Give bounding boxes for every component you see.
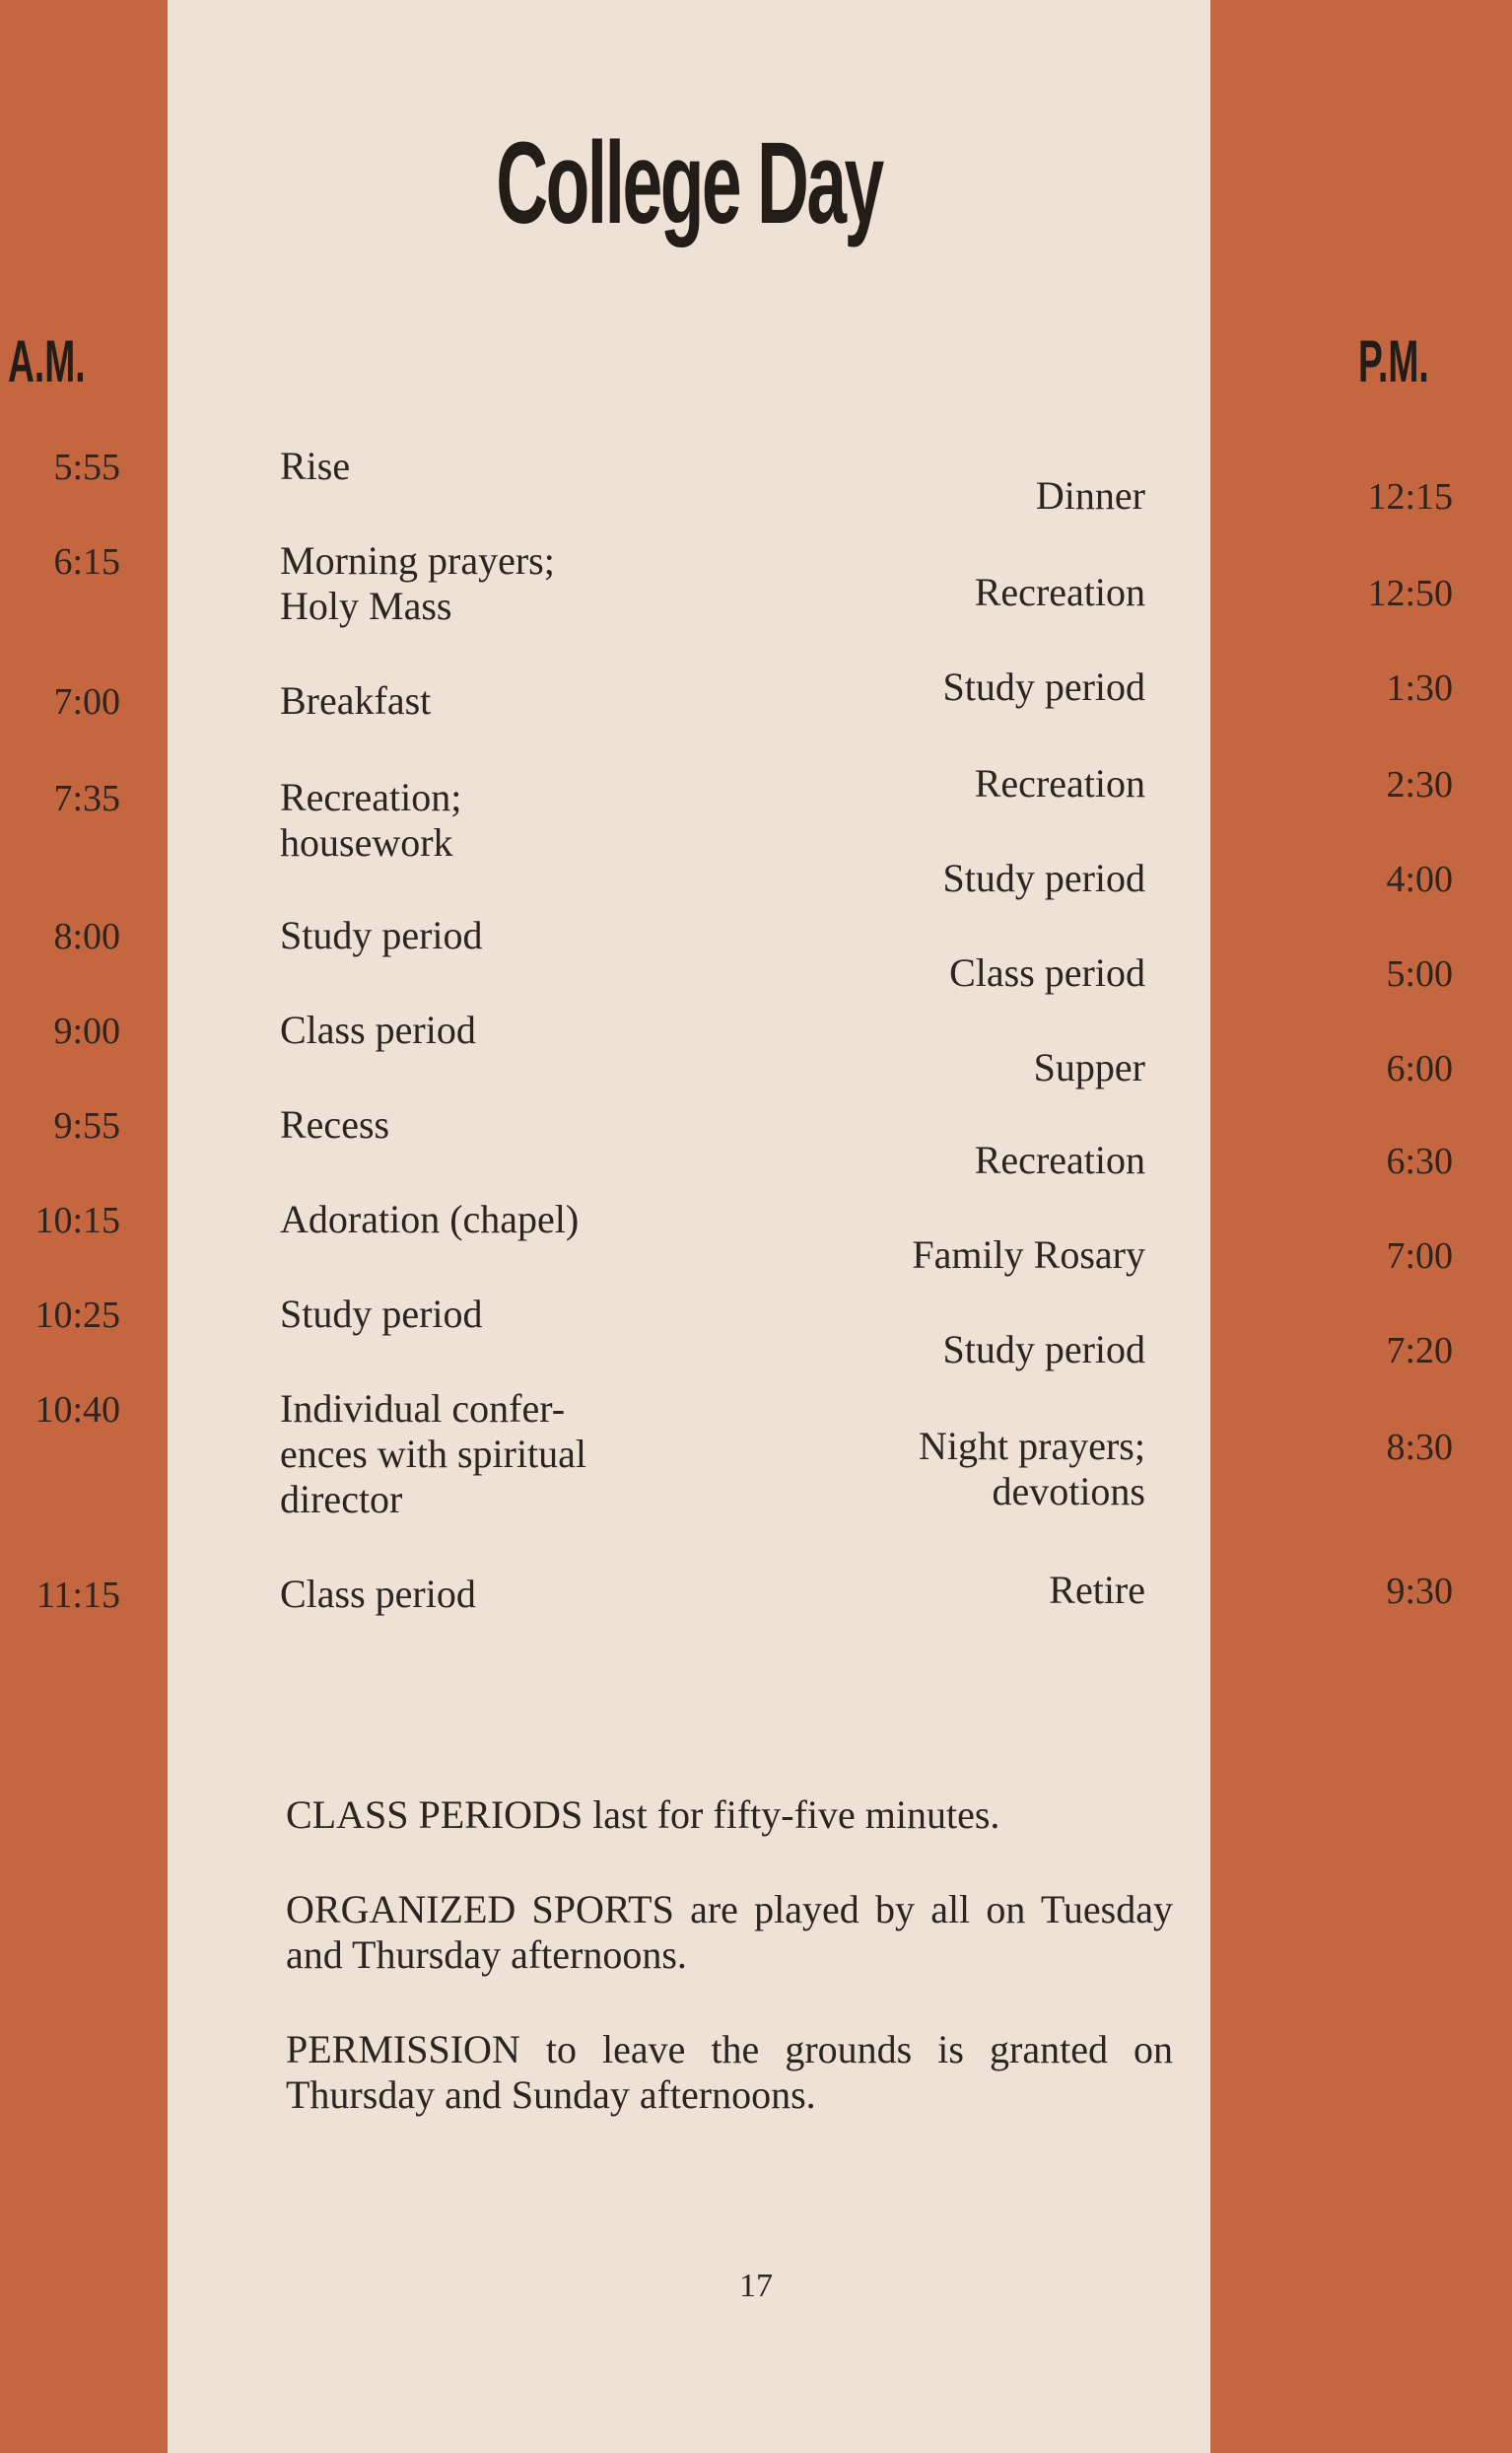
page-title: College Day — [496, 118, 882, 248]
am-activity-line: Rise — [280, 444, 351, 488]
am-activity-line: director — [280, 1477, 403, 1521]
am-time: 9:00 — [53, 1011, 120, 1052]
am-activity-line: Recess — [280, 1102, 390, 1147]
pm-activity — [949, 950, 1145, 996]
pm-time: 6:30 — [1386, 1141, 1453, 1182]
pm-activity-line: Recreation — [974, 570, 1145, 614]
pm-time: 1:30 — [1386, 667, 1453, 709]
pm-activity-line: Study period — [942, 1327, 1145, 1371]
am-time: 8:00 — [53, 916, 120, 957]
pm-activity-line: Family Rosary — [912, 1232, 1145, 1277]
am-activity-line: Class period — [280, 1008, 476, 1052]
am-time: 6:15 — [53, 541, 120, 583]
pm-activity — [919, 1424, 1145, 1514]
pm-activity — [1034, 1045, 1145, 1090]
am-activity — [280, 678, 431, 724]
pm-activity-line: Study period — [942, 856, 1145, 900]
pm-time: 7:00 — [1386, 1235, 1453, 1277]
pm-time: 8:30 — [1386, 1427, 1453, 1468]
am-activity-line: Individual confer- — [280, 1386, 566, 1431]
am-activity-line: Holy Mass — [280, 584, 452, 628]
pm-activity-line: Recreation — [974, 1138, 1145, 1182]
page-number: 17 — [739, 2268, 773, 2304]
pm-time: 4:00 — [1386, 859, 1453, 900]
pm-time: 7:20 — [1386, 1330, 1453, 1371]
am-heading: A.M. — [8, 328, 86, 394]
note-permission: PERMISSION to leave the grounds is granted on Thursday and Sunday afternoons. — [286, 2027, 1173, 2117]
pm-time: 12:15 — [1367, 476, 1453, 518]
am-activity-line: Study period — [280, 913, 483, 957]
am-time: 11:15 — [35, 1575, 120, 1616]
pm-activity — [942, 1327, 1145, 1372]
am-activity — [280, 1102, 389, 1148]
pm-activity-line: Study period — [942, 665, 1145, 709]
am-activity — [280, 444, 350, 489]
am-activity — [280, 538, 555, 629]
am-activity-line: Morning prayers; — [280, 538, 555, 583]
am-activity-line: Adoration (chapel) — [280, 1197, 580, 1241]
am-activity — [280, 1572, 476, 1617]
am-activity — [280, 1386, 586, 1522]
pm-time: 5:00 — [1386, 953, 1453, 995]
am-activity — [280, 775, 461, 866]
pm-activity — [975, 570, 1145, 615]
pm-activity — [1036, 473, 1145, 519]
note-organized-sports: ORGANIZED SPORTS are played by all on Tuesday and Thursday afternoons. — [286, 1887, 1173, 1977]
am-time: 10:25 — [34, 1295, 120, 1336]
pm-activity — [942, 856, 1145, 901]
am-time: 9:55 — [53, 1105, 120, 1147]
am-activity-line: Recreation; — [280, 775, 462, 819]
am-activity-line: Breakfast — [280, 678, 432, 723]
pm-activity — [1049, 1568, 1145, 1613]
pm-activity — [942, 665, 1145, 710]
pm-activity — [975, 761, 1145, 806]
am-time: 10:40 — [34, 1389, 120, 1431]
am-activity — [280, 1008, 476, 1053]
pm-activity-line: Dinner — [1035, 473, 1145, 518]
note-class-periods: CLASS PERIODS last for fifty-five minutes. — [286, 1792, 1000, 1837]
pm-time: 9:30 — [1386, 1571, 1453, 1612]
pm-activity — [912, 1232, 1145, 1278]
am-activity — [280, 1292, 483, 1337]
pm-time: 6:00 — [1386, 1048, 1453, 1089]
pm-activity-line: Recreation — [974, 761, 1145, 806]
am-time: 7:35 — [53, 778, 120, 819]
am-activity-line: Study period — [280, 1292, 483, 1336]
am-activity-line: Class period — [280, 1572, 476, 1616]
am-time: 7:00 — [53, 681, 120, 723]
pm-activity-line: Class period — [949, 950, 1145, 995]
pm-heading: P.M. — [1358, 328, 1429, 394]
am-activity — [280, 1197, 579, 1242]
pm-activity-line: devotions — [992, 1469, 1145, 1513]
am-activity-line: ences with spiritual — [280, 1432, 587, 1476]
am-time: 5:55 — [53, 447, 120, 488]
pm-activity — [975, 1138, 1145, 1183]
pm-activity-line: Night prayers; — [919, 1424, 1145, 1468]
pm-time: 2:30 — [1386, 764, 1453, 806]
am-time: 10:15 — [34, 1200, 120, 1241]
pm-activity-line: Supper — [1033, 1045, 1145, 1089]
am-activity — [280, 913, 483, 958]
am-activity-line: housework — [280, 820, 453, 865]
pm-time: 12:50 — [1367, 573, 1453, 614]
pm-activity-line: Retire — [1049, 1568, 1145, 1612]
